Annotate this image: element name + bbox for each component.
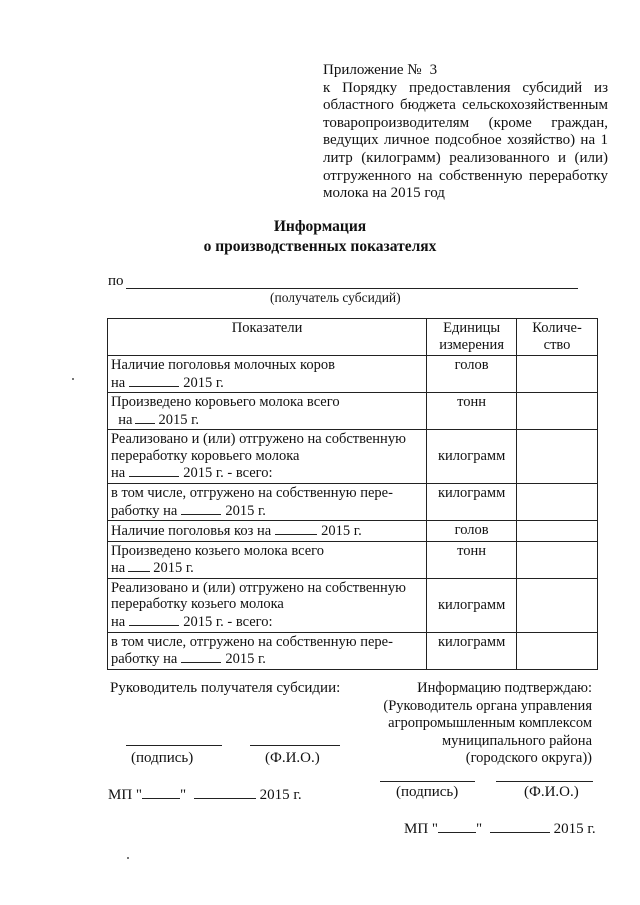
date-blank[interactable] — [275, 522, 317, 535]
left-signature-caption: (подпись) — [131, 750, 194, 766]
scan-speck — [72, 378, 74, 380]
unit-cell: голов — [427, 521, 517, 542]
quantity-cell[interactable] — [517, 356, 598, 393]
left-name-line[interactable] — [250, 745, 340, 746]
recipient-field-line[interactable] — [126, 288, 578, 289]
date-blank[interactable] — [129, 464, 179, 477]
quantity-cell[interactable] — [517, 393, 598, 430]
indicator-cell: Наличие поголовья молочных коров на 2015 г. — [108, 356, 427, 393]
month-blank[interactable] — [490, 819, 550, 833]
confirm-label: Информацию подтверждаю: — [417, 680, 592, 696]
appendix-text-line: ведущих личное подсобное хозяйство) на 1 — [323, 132, 608, 149]
confirm-text-line: муниципального района — [442, 732, 592, 749]
document-title: Информация — [273, 218, 367, 235]
unit-cell: тонн — [427, 393, 517, 430]
indicator-cell: Реализовано и (или) отгружено на собственную переработку козьего молока на 2015 г. - всего: — [108, 578, 427, 632]
indicator-cell: Произведено коровьего молока всего на 2015 г. — [108, 393, 427, 430]
unit-cell: килограмм — [427, 578, 517, 632]
indicator-cell: Произведено козьего молока всего на 2015 г. — [108, 541, 427, 578]
recipient-prefix: по — [108, 273, 124, 289]
quantity-cell[interactable] — [517, 521, 598, 542]
date-blank[interactable] — [181, 650, 221, 663]
appendix-header — [323, 62, 608, 203]
appendix-text-line: к Порядку предоставления субсидий из — [323, 79, 608, 96]
table-row — [108, 393, 598, 430]
confirm-text-line: (Руководитель органа управления — [383, 697, 592, 714]
quantity-cell[interactable] — [517, 430, 598, 484]
table-row — [108, 484, 598, 521]
table-row — [108, 578, 598, 632]
left-name-caption: (Ф.И.О.) — [265, 750, 320, 766]
right-stamp-date: МП " " 2015 г. — [404, 821, 596, 837]
date-blank[interactable] — [135, 411, 155, 424]
indicators-table — [107, 318, 598, 670]
day-blank[interactable] — [142, 785, 180, 799]
quantity-cell[interactable] — [517, 578, 598, 632]
document-subtitle: о производственных показателях — [203, 238, 437, 255]
scan-speck — [127, 857, 129, 859]
right-name-caption: (Ф.И.О.) — [524, 784, 579, 800]
date-blank[interactable] — [181, 502, 221, 515]
indicator-cell: Реализовано и (или) отгружено на собственную переработку коровьего молока на 2015 г. - всего: — [108, 430, 427, 484]
indicator-cell: Наличие поголовья коз на 2015 г. — [108, 521, 427, 542]
unit-cell: голов — [427, 356, 517, 393]
unit-cell: килограмм — [427, 430, 517, 484]
header-quantity: Количе- ство — [517, 319, 598, 356]
appendix-text-line: литр (килограмм) реализованного и (или) — [323, 149, 608, 166]
right-name-line[interactable] — [496, 781, 593, 782]
appendix-text-line: областного бюджета сельскохозяйственным — [323, 97, 608, 114]
quantity-cell[interactable] — [517, 541, 598, 578]
date-blank[interactable] — [129, 374, 179, 387]
unit-cell: килограмм — [427, 484, 517, 521]
day-blank[interactable] — [438, 819, 476, 833]
quantity-cell[interactable] — [517, 632, 598, 669]
left-signature-line[interactable] — [126, 745, 222, 746]
confirm-text-line: агропромышленным комплексом — [388, 715, 592, 731]
recipient-caption: (получатель субсидий) — [270, 290, 401, 305]
table-row — [108, 541, 598, 578]
right-signature-caption: (подпись) — [396, 784, 459, 800]
header-indicator: Показатели — [108, 319, 427, 356]
right-signature-line[interactable] — [380, 781, 475, 782]
appendix-text-line: товаропроизводителям (кроме граждан, — [323, 114, 608, 131]
appendix-number-line — [323, 62, 608, 80]
unit-cell: тонн — [427, 541, 517, 578]
appendix-text-line: молока на 2015 год — [323, 185, 445, 202]
table-row — [108, 632, 598, 669]
appendix-label: Приложение № — [323, 62, 422, 78]
date-blank[interactable] — [129, 613, 179, 626]
header-unit: Единицы измерения — [427, 319, 517, 356]
date-blank[interactable] — [128, 559, 150, 572]
table-row — [108, 356, 598, 393]
confirm-text-line: (городского округа)) — [465, 750, 592, 766]
indicator-cell: в том числе, отгружено на собственную пере- работку на 2015 г. — [108, 484, 427, 521]
indicator-cell: в том числе, отгружено на собственную пере- работку на 2015 г. — [108, 632, 427, 669]
unit-cell: килограмм — [427, 632, 517, 669]
appendix-text-line: отгруженного на собственную переработку — [323, 167, 608, 184]
table-row — [108, 430, 598, 484]
table-row — [108, 521, 598, 542]
left-stamp-date: МП " " 2015 г. — [108, 787, 302, 803]
recipient-head-label: Руководитель получателя субсидии: — [110, 680, 341, 696]
confirm-block — [330, 680, 592, 768]
quantity-cell[interactable] — [517, 484, 598, 521]
appendix-number: 3 — [429, 62, 438, 78]
month-blank[interactable] — [194, 785, 256, 799]
table-header-row — [108, 319, 598, 356]
